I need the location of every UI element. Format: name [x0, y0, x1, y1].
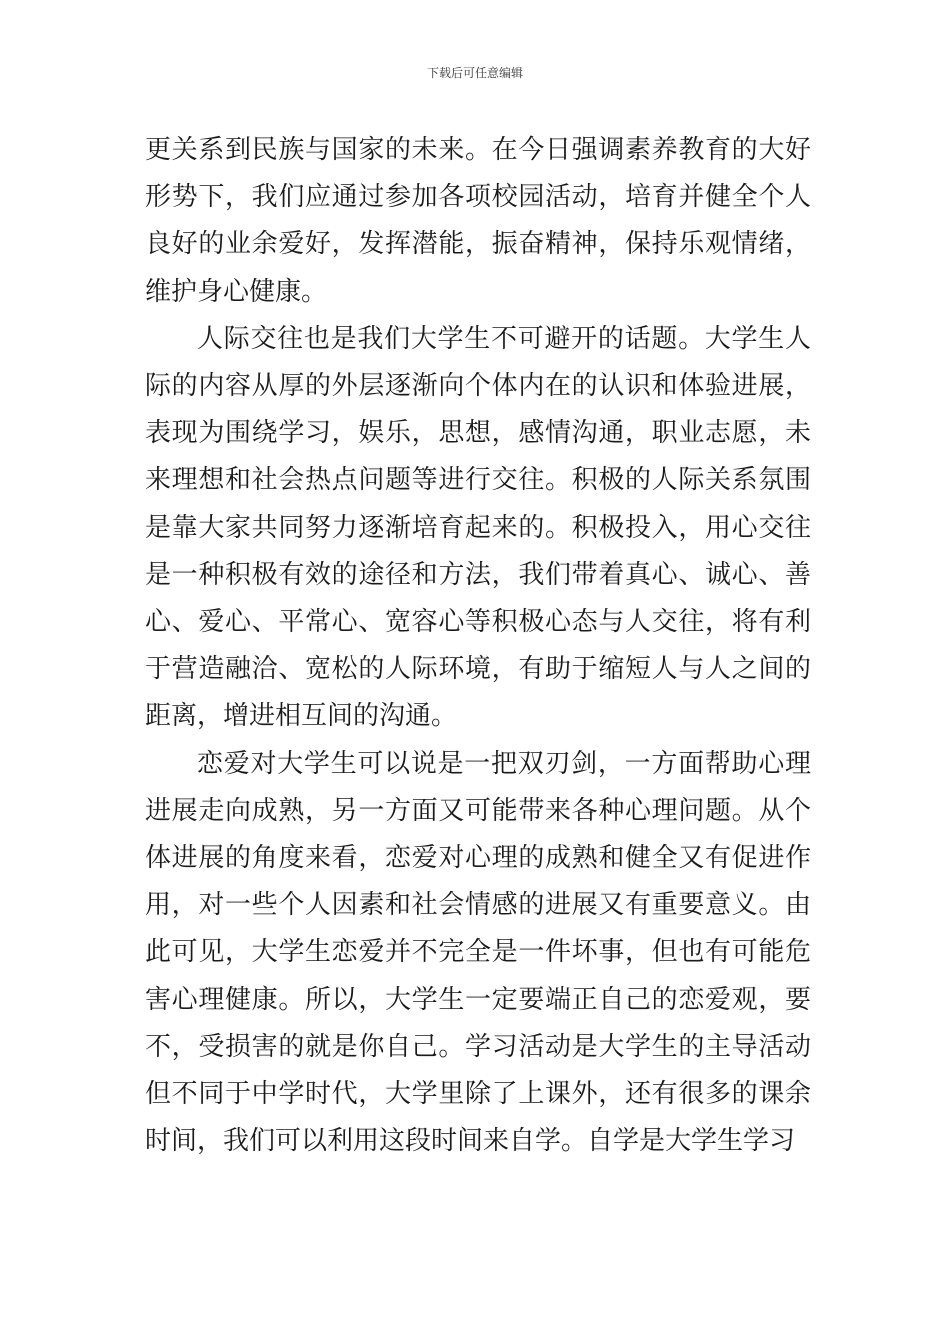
paragraph-2: 人际交往也是我们大学生不可避开的话题。大学生人际的内容从厚的外层逐渐向个体内在的认识和体验进展，表现为围绕学习，娱乐，思想，感情沟通，职业志愿，未来理想和社会热点问题等进行交往。积极的人际关系氛围是靠大家共同努力逐渐培育起来的。积极投入，用心交往是一种积极有效的途径和方法，我们带着真心、诚心、善心、爱心、平常心、宽容心等积极心态与人交往，将有利于营造融洽、宽松的人际环境，有助于缩短人与人之间的距离，增进相互间的沟通。 [145, 323, 811, 732]
paragraph-3: 恋爱对大学生可以说是一把双刃剑，一方面帮助心理进展走向成熟，另一方面又可能带来各种心理问题。从个体进展的角度来看，恋爱对心理的成熟和健全又有促进作用，对一些个人因素和社会情感的进展又有重要意义。由此可见，大学生恋爱并不完全是一件坏事，但也有可能危害心理健康。所以，大学生一定要端正自己的恋爱观，要不，受损害的就是你自己。学习活动是大学生的主导活动但不同于中学时代，大学里除了上课外，还有很多的课余时间，我们可以利用这段时间来自学。自学是大学生学习 [145, 748, 811, 1157]
document-body [145, 127, 811, 1165]
page-header: 下载后可任意编辑 [426, 66, 523, 80]
paragraph-1: 更关系到民族与国家的未来。在今日强调素养教育的大好形势下，我们应通过参加各项校园活动，培育并健全个人良好的业余爱好，发挥潜能，振奋精神，保持乐观情绪，维护身心健康。 [145, 135, 811, 307]
